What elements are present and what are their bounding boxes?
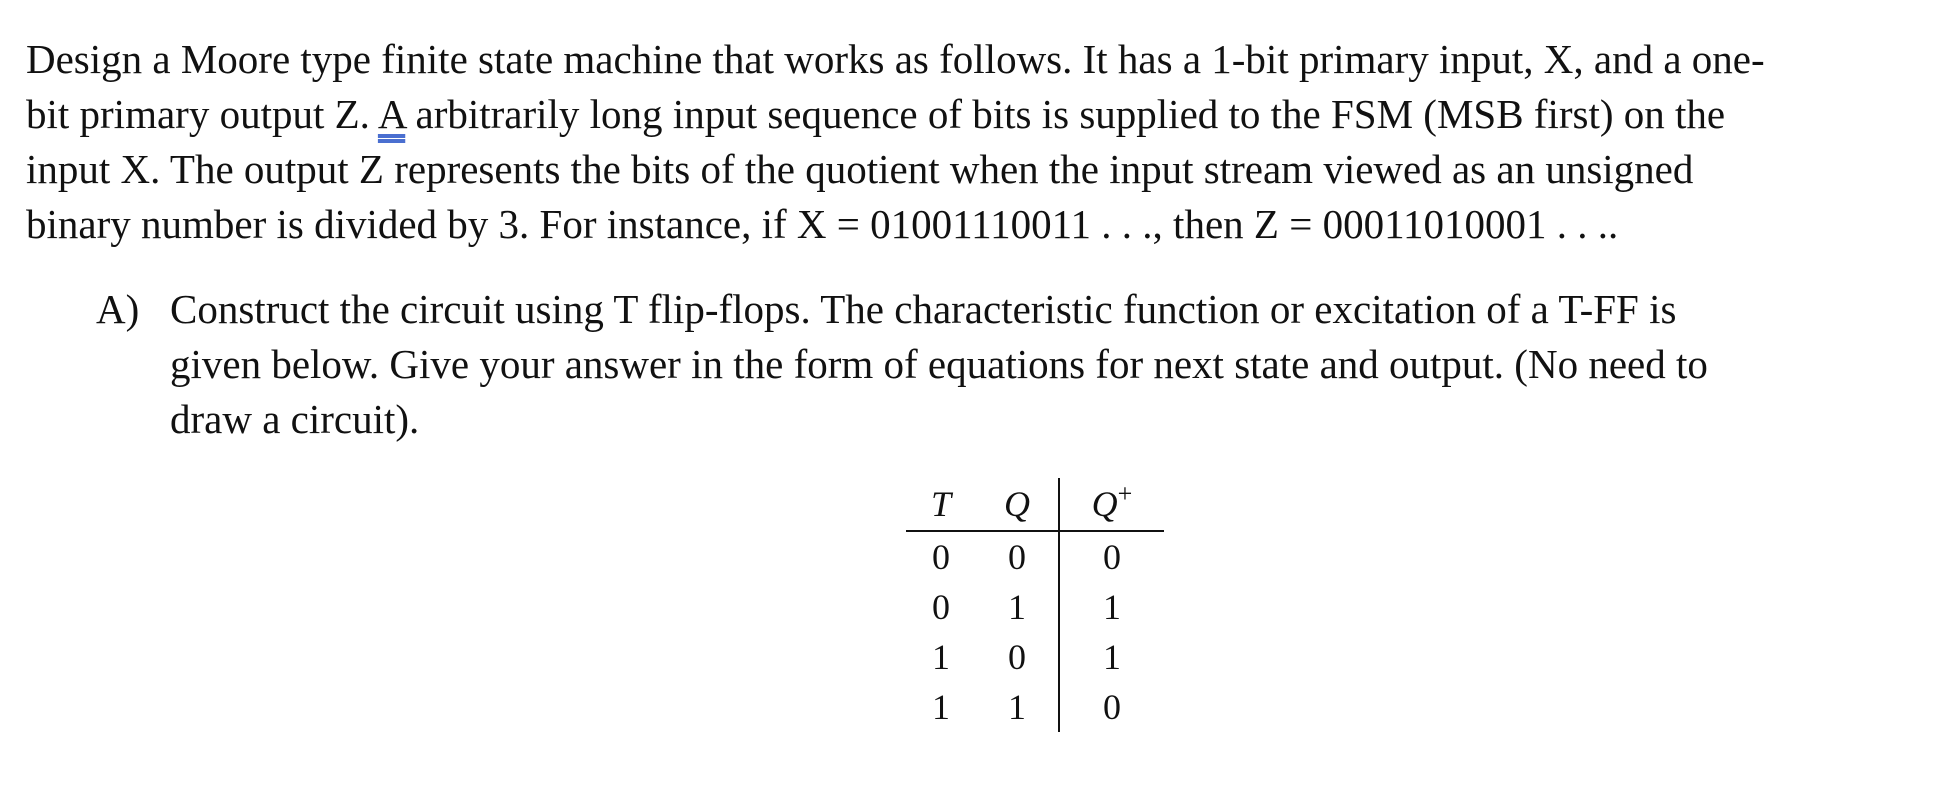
problem-line-2: [26, 87, 1926, 142]
header-q-next: [1059, 478, 1164, 531]
header-q-next-base: Q: [1091, 484, 1118, 524]
part-a-line-3: draw a circuit).: [170, 396, 420, 442]
table-row: [906, 632, 1164, 682]
t-flip-flop-table: [906, 478, 1164, 732]
cell-t: 0: [932, 587, 950, 627]
spellcheck-marked-word: A: [377, 91, 406, 137]
cell-q-next: 0: [1059, 531, 1164, 582]
cell-q: 0: [1008, 637, 1026, 677]
problem-line-2-start: bit primary output Z.: [26, 91, 378, 137]
cell-q-next: 1: [1059, 632, 1164, 682]
problem-line-1: Design a Moore type finite state machine that works as follows. It has a 1-bit primary input, X, and a one-: [26, 36, 1765, 82]
part-a-text: [170, 282, 1910, 447]
cell-q-next: 1: [1059, 582, 1164, 632]
cell-q: 1: [1008, 587, 1026, 627]
part-a-line-1: Construct the circuit using T flip-flops. The characteristic function or excitation of a T-FF is: [170, 286, 1677, 332]
table-row: [906, 531, 1164, 582]
part-a-line-2: given below. Give your answer in the form of equations for next state and output. (No need to: [170, 341, 1708, 387]
problem-statement: [26, 32, 1926, 252]
table-header-row: [906, 478, 1164, 531]
part-a-label: A): [96, 286, 140, 332]
table-row: [906, 582, 1164, 632]
problem-line-4: binary number is divided by 3. For instance, if X = 01001110011 . . ., then Z = 00011010001 . . ..: [26, 201, 1619, 247]
table-row: [906, 682, 1164, 732]
cell-q-next: 0: [1059, 682, 1164, 732]
cell-q: 1: [1008, 687, 1026, 727]
problem-line-2-end: arbitrarily long input sequence of bits is supplied to the FSM (MSB first) on the: [405, 91, 1726, 137]
header-q-next-sup: +: [1117, 479, 1133, 508]
cell-t: 1: [932, 637, 950, 677]
problem-line-3: input X. The output Z represents the bits of the quotient when the input stream viewed as an unsigned: [26, 146, 1694, 192]
cell-t: 0: [932, 537, 950, 577]
cell-t: 1: [932, 687, 950, 727]
cell-q: 0: [1008, 537, 1026, 577]
header-q: Q: [976, 478, 1059, 531]
header-t: T: [906, 478, 976, 531]
